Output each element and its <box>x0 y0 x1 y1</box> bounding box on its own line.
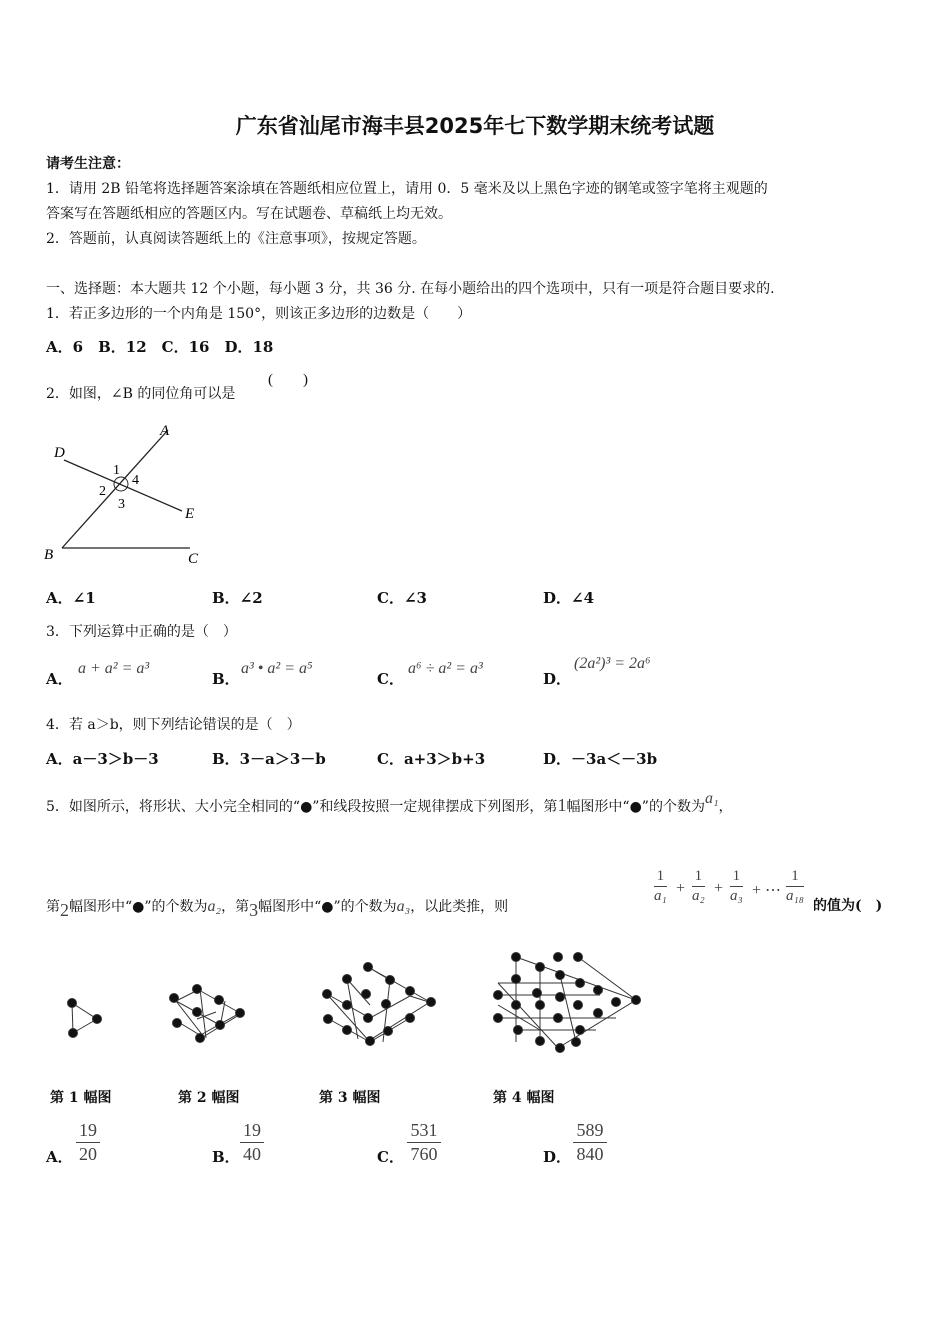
notice-line-1a: 1．请用 2B 铅笔将选择题答案涂填在答题纸相应位置上，请用 0．5 毫米及以上黑色字迹的钢笔或签字笔将主观题的 <box>46 181 768 197</box>
q5-n1: 1 <box>557 795 567 815</box>
q4-option-d: D．－3a＜－3b <box>543 750 658 768</box>
q3-label-d: D． <box>543 670 572 688</box>
section-heading: 一、选择题：本大题共 12 个小题，每小题 3 分，共 36 分. 在每小题给出的四个选项中，只有一项是符合题目要求的. <box>46 281 775 297</box>
q3-expr-a: a + a² = a³ <box>78 660 150 677</box>
sum-frac-3-den: a₃ <box>730 888 743 904</box>
q5-option-d-num: 589 <box>576 1120 604 1140</box>
q3-expr-d: (2a²)³ = 2a⁶ <box>574 655 651 672</box>
sum-frac-2 <box>692 868 705 905</box>
pattern-2 <box>170 985 245 1043</box>
q3-expr-c: a⁶ ÷ a² = a³ <box>408 660 483 677</box>
q5-option-a-fraction <box>76 1120 100 1165</box>
sum-frac-4-num: 1 <box>791 868 799 884</box>
plus-2: + <box>714 880 724 897</box>
sum-frac-3 <box>730 868 743 905</box>
q5-n3: 3 <box>249 900 259 920</box>
pattern-3 <box>323 963 436 1046</box>
plus-1: + <box>676 880 686 897</box>
label-c: C <box>188 551 199 567</box>
q3-label-c: C． <box>377 670 404 688</box>
pattern-1 <box>68 999 102 1038</box>
q2-option-d: D．∠4 <box>543 589 595 607</box>
dot-pattern-figures <box>40 945 660 1065</box>
sum-frac-1-num: 1 <box>656 868 665 884</box>
q5-line2-part3: ，第 <box>221 899 250 915</box>
label-b: B <box>44 547 54 563</box>
label-e: E <box>185 506 195 522</box>
q5-a2: a₂ <box>207 898 222 915</box>
q5-option-d-label: D． <box>543 1148 572 1166</box>
q5-stem-2 <box>46 895 509 920</box>
q4-option-b: B．3－a＞3－b <box>212 750 326 768</box>
q3-label-b: B． <box>212 670 240 688</box>
label-1: 1 <box>113 463 120 478</box>
q2-option-c: C．∠3 <box>377 589 427 607</box>
q2-paren: ( ) <box>268 372 308 388</box>
q5-option-c-den: 760 <box>410 1144 438 1164</box>
q5-a3: a₃ <box>396 898 411 915</box>
angle-figure <box>40 418 220 573</box>
q4-stem: 4．若 a＞b，则下列结论错误的是（ ） <box>46 717 301 733</box>
q4-option-c: C．a+3＞b+3 <box>377 750 486 768</box>
q5-option-a-den: 20 <box>79 1144 97 1164</box>
sum-frac-1-den: a₁ <box>654 888 667 904</box>
q5-line2-part1: 第 <box>46 899 60 915</box>
q3-expr-b: a³ • a² = a⁵ <box>241 660 313 677</box>
label-4: 4 <box>132 473 139 488</box>
notice-line-2: 2．答题前，认真阅读答题纸上的《注意事项》，按规定答题。 <box>46 231 426 247</box>
q3-stem: 3．下列运算中正确的是（ ） <box>46 624 237 640</box>
pattern-4 <box>494 953 641 1053</box>
sum-frac-2-den: a₂ <box>692 888 705 904</box>
q2-option-a: A．∠1 <box>46 589 96 607</box>
q5-option-b-label: B． <box>212 1148 240 1166</box>
q5-line2-part2: 幅图形中“●”的个数为 <box>69 899 208 915</box>
fig-caption-1: 第 1 幅图 <box>50 1090 112 1106</box>
q2-option-b: B．∠2 <box>212 589 263 607</box>
q5-a1: a₁ <box>704 790 719 807</box>
sum-frac-4 <box>786 868 804 905</box>
q5-line2-part5: ，以此类推，则 <box>410 899 509 915</box>
page-title: 广东省汕尾市海丰县2025年七下数学期末统考试题 <box>235 114 715 138</box>
fig-caption-3: 第 3 幅图 <box>319 1090 381 1106</box>
q5-line2-part4: 幅图形中“●”的个数为 <box>258 899 397 915</box>
q5-option-a-label: A． <box>46 1148 73 1166</box>
q5-option-d-fraction <box>573 1120 607 1165</box>
q5-option-b-fraction <box>240 1120 264 1165</box>
q5-stem-part1: 5．如图所示，将形状、大小完全相同的“●”和线段按照一定规律摆成下列图形，第 <box>46 799 558 815</box>
label-d: D <box>54 445 65 461</box>
notice-heading: 请考生注意： <box>46 156 130 172</box>
q5-stem-part2: 幅图形中“●”的个数为 <box>566 799 705 815</box>
q1-options: A．6 B．12 C．16 D．18 <box>46 338 274 356</box>
sum-frac-3-num: 1 <box>732 868 741 884</box>
q2-stem: 2．如图，∠B 的同位角可以是 <box>46 386 236 402</box>
q5-option-b-num: 19 <box>243 1120 261 1140</box>
label-3: 3 <box>118 497 125 512</box>
sum-frac-1 <box>654 868 667 905</box>
plus-dots: + ⋯ <box>752 882 782 899</box>
q5-option-b-den: 40 <box>243 1144 261 1164</box>
sum-frac-4-den: a₁₈ <box>786 888 804 904</box>
q5-option-c-num: 531 <box>410 1120 438 1140</box>
sum-frac-2-num: 1 <box>694 868 703 884</box>
q5-n2: 2 <box>60 900 69 920</box>
label-2: 2 <box>99 484 106 499</box>
fig-caption-2: 第 2 幅图 <box>178 1090 240 1106</box>
q4-option-a: A．a－3＞b－3 <box>46 750 159 768</box>
q5-value-of: 的值为( ) <box>813 898 883 914</box>
label-a: A <box>160 423 170 439</box>
fig-caption-4: 第 4 幅图 <box>493 1090 555 1106</box>
q5-stem-part3: ， <box>718 799 733 815</box>
q5-option-c-label: C． <box>377 1148 404 1166</box>
q5-option-a-num: 19 <box>79 1120 97 1140</box>
q5-stem-1 <box>46 790 733 816</box>
q5-option-d-den: 840 <box>576 1144 604 1164</box>
q3-label-a: A． <box>46 670 73 688</box>
notice-line-1b: 答案写在答题纸相应的答题区内。写在试题卷、草稿纸上均无效。 <box>46 206 452 222</box>
q1-stem: 1．若正多边形的一个内角是 150°，则该正多边形的边数是（ ） <box>46 306 472 322</box>
q5-option-c-fraction <box>407 1120 441 1165</box>
